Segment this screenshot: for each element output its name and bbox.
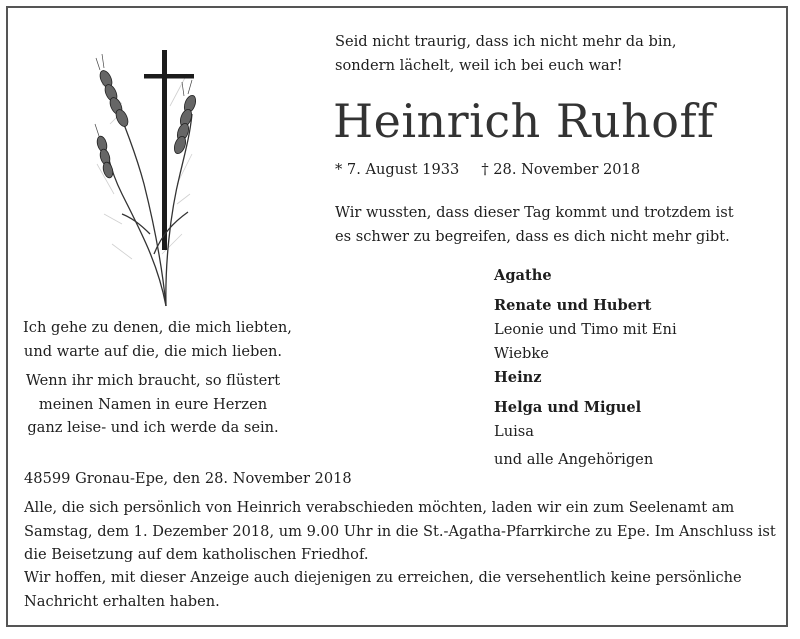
family-member: Renate und Hubert	[494, 297, 652, 314]
poem-stanza	[23, 369, 283, 440]
invitation-line: die Beisetzung auf dem katholischen Friedhof.	[24, 546, 369, 563]
death-date: † 28. November 2018	[481, 161, 641, 178]
family-member: Helga und Miguel	[494, 399, 642, 416]
intro-text	[335, 201, 734, 248]
poem-line: meinen Namen in eure Herzen	[38, 395, 268, 413]
invitation-line: Samstag, dem 1. Dezember 2018, um 9.00 Uhr in die St.-Agatha-Pfarrkirche zu Epe. Im Anschluss ist	[24, 522, 776, 540]
family-child: Leonie und Timo mit Eni	[494, 321, 677, 338]
family-member: Heinz	[494, 369, 542, 386]
deceased-name: Heinrich Ruhoff	[333, 94, 715, 148]
intro-line: es schwer zu begreifen, dass es dich nicht mehr gibt.	[335, 227, 730, 245]
epigraph-line: Seid nicht traurig, dass ich nicht mehr da bin,	[335, 33, 677, 50]
cross-with-wheat-icon	[92, 44, 196, 314]
poem-line: und warte auf die, die mich lieben.	[23, 342, 283, 360]
place-date: 48599 Gronau-Epe, den 28. November 2018	[24, 470, 352, 487]
obituary-notice	[6, 6, 788, 627]
closing-text	[24, 566, 742, 613]
poem-line: Ich gehe zu denen, die mich liebten,	[23, 319, 292, 336]
family-children	[494, 318, 677, 365]
invitation-text	[24, 496, 776, 567]
family-relatives: und alle Angehörigen	[494, 451, 654, 468]
life-dates	[335, 158, 640, 182]
invitation-line: Alle, die sich persönlich von Heinrich verabschieden möchten, laden wir ein zum Seelenamt am	[24, 499, 735, 516]
epigraph-line: sondern lächelt, weil ich bei euch war!	[335, 56, 623, 74]
birth-date: * 7. August 1933	[335, 161, 460, 178]
intro-line: Wir wussten, dass dieser Tag kommt und trotzdem ist	[335, 204, 734, 221]
poem-stanza	[23, 316, 292, 363]
epigraph	[335, 30, 677, 77]
family-child: Luisa	[494, 423, 534, 440]
family-member: Agathe	[494, 267, 552, 284]
poem-line: ganz leise- und ich werde da sein.	[27, 419, 279, 436]
closing-line: Wir hoffen, mit dieser Anzeige auch diejenigen zu erreichen, die versehentlich keine persönliche	[24, 569, 742, 586]
poem-line: Wenn ihr mich braucht, so flüstert	[25, 372, 281, 389]
family-child: Wiebke	[494, 344, 549, 362]
closing-line: Nachricht erhalten haben.	[24, 592, 220, 610]
